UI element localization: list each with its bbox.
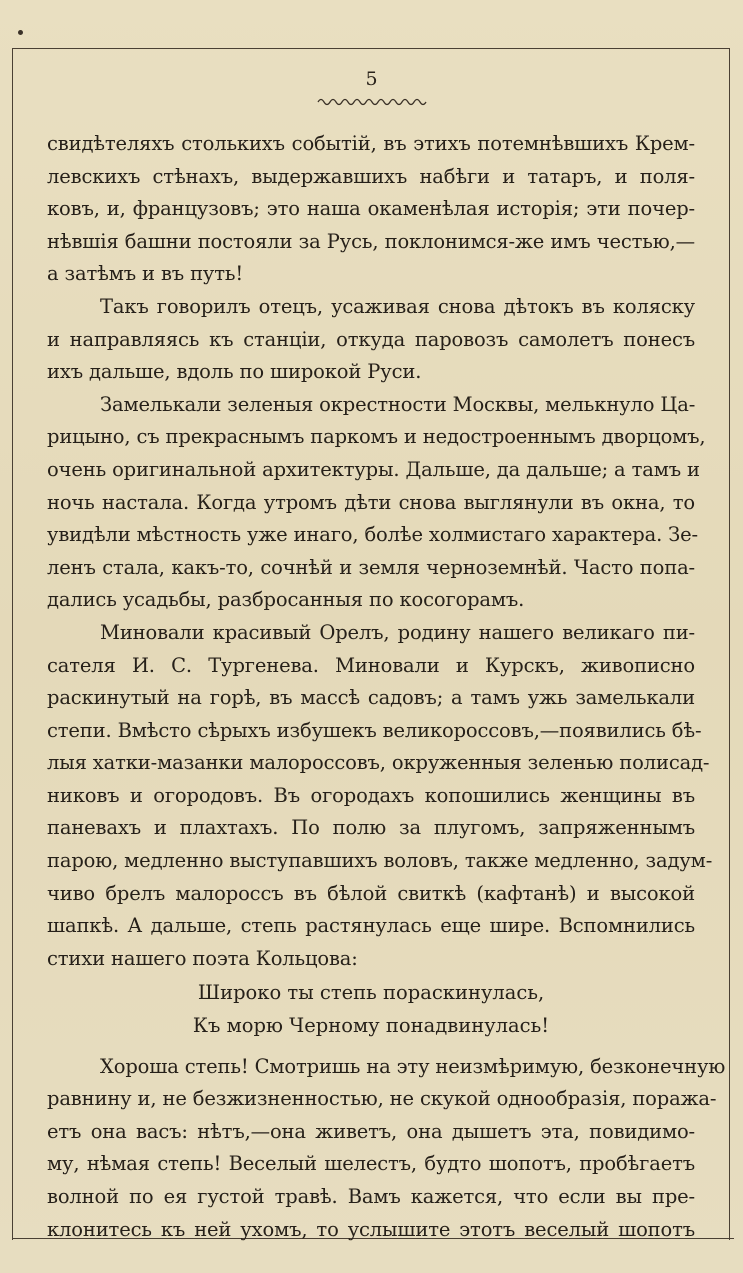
text-line: никовъ и огородовъ. Въ огородахъ копошились женщины въ xyxy=(47,783,695,807)
body-text xyxy=(47,128,726,1246)
text-line: Миновали красивый Орелъ, родину нашего великаго пи- xyxy=(100,620,695,644)
text-line: стихи нашего поэта Кольцова: xyxy=(47,946,358,970)
text-line: степи. Вмѣсто сѣрыхъ избушекъ великороссовъ,—появились бѣ- xyxy=(47,718,702,742)
text-line: клонитесь къ ней ухомъ, то услышите этотъ веселый шопотъ xyxy=(47,1217,695,1241)
text-line: сателя И. С. Тургенева. Миновали и Курскъ, живописно xyxy=(47,653,695,677)
page-number: 5 xyxy=(365,68,378,90)
text-line: Хороша степь! Смотришь на эту неизмѣримую, безконечную xyxy=(100,1054,726,1078)
text-line: нѣвшія башни постояли за Русь, поклонимся-же имъ честью,— xyxy=(47,229,695,253)
text-line: рицыно, съ прекраснымъ паркомъ и недостроеннымъ дворцомъ, xyxy=(47,425,706,449)
verse-line: Широко ты степь пораскинулась, xyxy=(197,981,545,1005)
text-line: шапкѣ. А дальше, степь растянулась еще шире. Вспомнились xyxy=(47,914,695,938)
text-line: дались усадьбы, разбросанныя по косогорамъ. xyxy=(47,588,525,612)
text-line: равнину и, не безжизненностью, не скукой однообразія, поража- xyxy=(47,1087,717,1111)
paragraphs-before-verse xyxy=(47,128,713,975)
text-line: свидѣтеляхъ столькихъ событій, въ этихъ потемнѣвшихъ Крем- xyxy=(47,132,695,155)
text-line: Замелькали зеленыя окрестности Москвы, мелькнуло Ца- xyxy=(100,392,696,416)
text-line: волной по ея густой травѣ. Вамъ кажется, что если вы пре- xyxy=(47,1185,695,1208)
text-line: паневахъ и плахтахъ. По полю за плугомъ, запряженнымъ xyxy=(47,816,695,840)
text-line: а затѣмъ и въ путь! xyxy=(47,262,244,286)
text-line: и направляясь къ станціи, откуда паровозъ самолетъ понесъ xyxy=(47,327,695,351)
text-line: му, нѣмая степь! Веселый шелестъ, будто шопотъ, пробѣгаетъ xyxy=(47,1152,695,1176)
text-line: левскихъ стѣнахъ, выдержавшихъ набѣги и татаръ, и поля- xyxy=(47,164,695,188)
text-line: Такъ говорилъ отецъ, усаживая снова дѣтокъ въ коляску xyxy=(100,294,695,318)
text-line: увидѣли мѣстность уже инаго, болѣе холмистаго характера. Зе- xyxy=(47,523,698,547)
left-border-rule xyxy=(12,48,13,1240)
paragraphs-after-verse xyxy=(47,1051,726,1247)
verse-line: Къ морю Черному понадвинулась! xyxy=(192,1014,550,1038)
text-line: ихъ дальше, вдоль по широкой Руси. xyxy=(47,360,422,384)
text-line: ковъ, и, французовъ; это наша окаменѣлая исторія; эти почер- xyxy=(47,197,695,221)
verse-quote xyxy=(47,975,695,1050)
text-line: ленъ стала, какъ-то, сочнѣй и земля черноземнѣй. Часто попа- xyxy=(47,555,695,579)
wavy-ornament-icon xyxy=(316,96,428,106)
text-line: лыя хатки-мазанки малороссовъ, окруженныя зеленью полисад- xyxy=(47,751,710,775)
text-line: парою, медленно выступавшихъ воловъ, также медленно, задум- xyxy=(47,849,713,873)
text-line: чиво брелъ малороссъ въ бѣлой свиткѣ (кафтанѣ) и высокой xyxy=(47,881,695,905)
text-line: етъ она васъ: нѣтъ,—она живетъ, она дышетъ эта, повидимо- xyxy=(47,1119,695,1143)
top-border-rule xyxy=(12,48,730,49)
ink-speck xyxy=(18,30,23,35)
right-border-rule xyxy=(729,48,730,1240)
text-line: раскинутый на горѣ, въ массѣ садовъ; а тамъ ужь замелькали xyxy=(47,686,695,710)
text-line: ночь настала. Когда утромъ дѣти снова выглянули въ окна, то xyxy=(47,490,695,514)
text-line: очень оригинальной архитектуры. Дальше, да дальше; а тамъ и xyxy=(47,457,700,481)
